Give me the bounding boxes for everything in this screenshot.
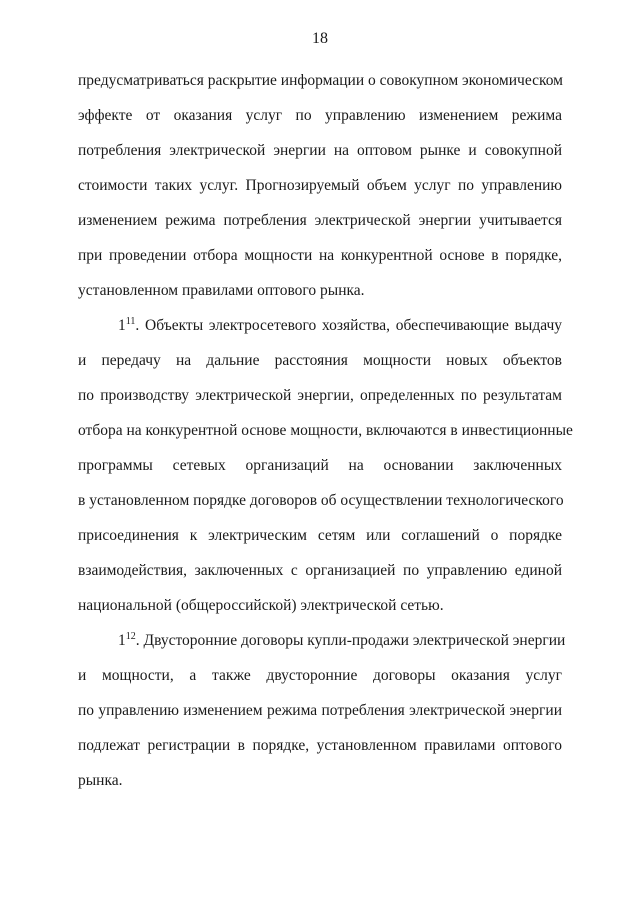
text-line: по производству электрической энергии, определенных по результатам bbox=[78, 387, 562, 404]
text-line: предусматриваться раскрытие информации о совокупном экономическом bbox=[78, 72, 563, 89]
text-line: в установленном порядке договоров об осуществлении технологического bbox=[78, 492, 564, 509]
text-line: эффекте от оказания услуг по управлению изменением режима bbox=[78, 107, 562, 124]
text-line: потребления электрической энергии на оптовом рынке и совокупной bbox=[78, 142, 562, 159]
text-line: и мощности, а также двусторонние договоры оказания услуг bbox=[78, 667, 562, 684]
text-line: подлежат регистрации в порядке, установленном правилами оптового bbox=[78, 737, 562, 754]
text-line: рынка. bbox=[78, 772, 123, 789]
clause-11-superscript: 11 bbox=[125, 316, 136, 327]
clause-11-first-line: $1^{11}$. Объекты электросетевого хозяйства, обеспечивающие выдачу bbox=[118, 316, 563, 334]
text-line: по управлению изменением режима потребления электрической энергии bbox=[78, 702, 562, 719]
text-line: стоимости таких услуг. Прогнозируемый объем услуг по управлению bbox=[78, 177, 562, 194]
clause-12-number: 1 bbox=[118, 632, 126, 649]
text-line: присоединения к электрическим сетям или соглашений о порядке bbox=[78, 527, 562, 544]
text-line: Объекты электросетевого хозяйства, обеспечивающие выдачу bbox=[145, 317, 563, 334]
text-line: отбора на конкурентной основе мощности, включаются в инвестиционные bbox=[78, 422, 573, 439]
text-line: при проведении отбора мощности на конкурентной основе в порядке, bbox=[78, 247, 562, 264]
page-number: 18 bbox=[312, 30, 328, 47]
clause-12-superscript: 12 bbox=[125, 631, 136, 642]
text-line: Двусторонние договоры купли-продажи электрической энергии bbox=[143, 632, 566, 649]
text-line: национальной (общероссийской) электрической сетью. bbox=[78, 597, 444, 614]
clause-11-number: 1 bbox=[118, 317, 126, 334]
text-line: взаимодействия, заключенных с организацией по управлению единой bbox=[78, 562, 562, 579]
clause-12-first-line: $1^{12}$. Двусторонние договоры купли-продажи электрической энергии bbox=[118, 631, 566, 649]
text-line: и передачу на дальние расстояния мощности новых объектов bbox=[78, 352, 562, 369]
text-line: изменением режима потребления электрической энергии учитывается bbox=[78, 212, 562, 229]
text-line: программы сетевых организаций на основании заключенных bbox=[78, 457, 562, 474]
text-line: установленном правилами оптового рынка. bbox=[78, 282, 365, 299]
